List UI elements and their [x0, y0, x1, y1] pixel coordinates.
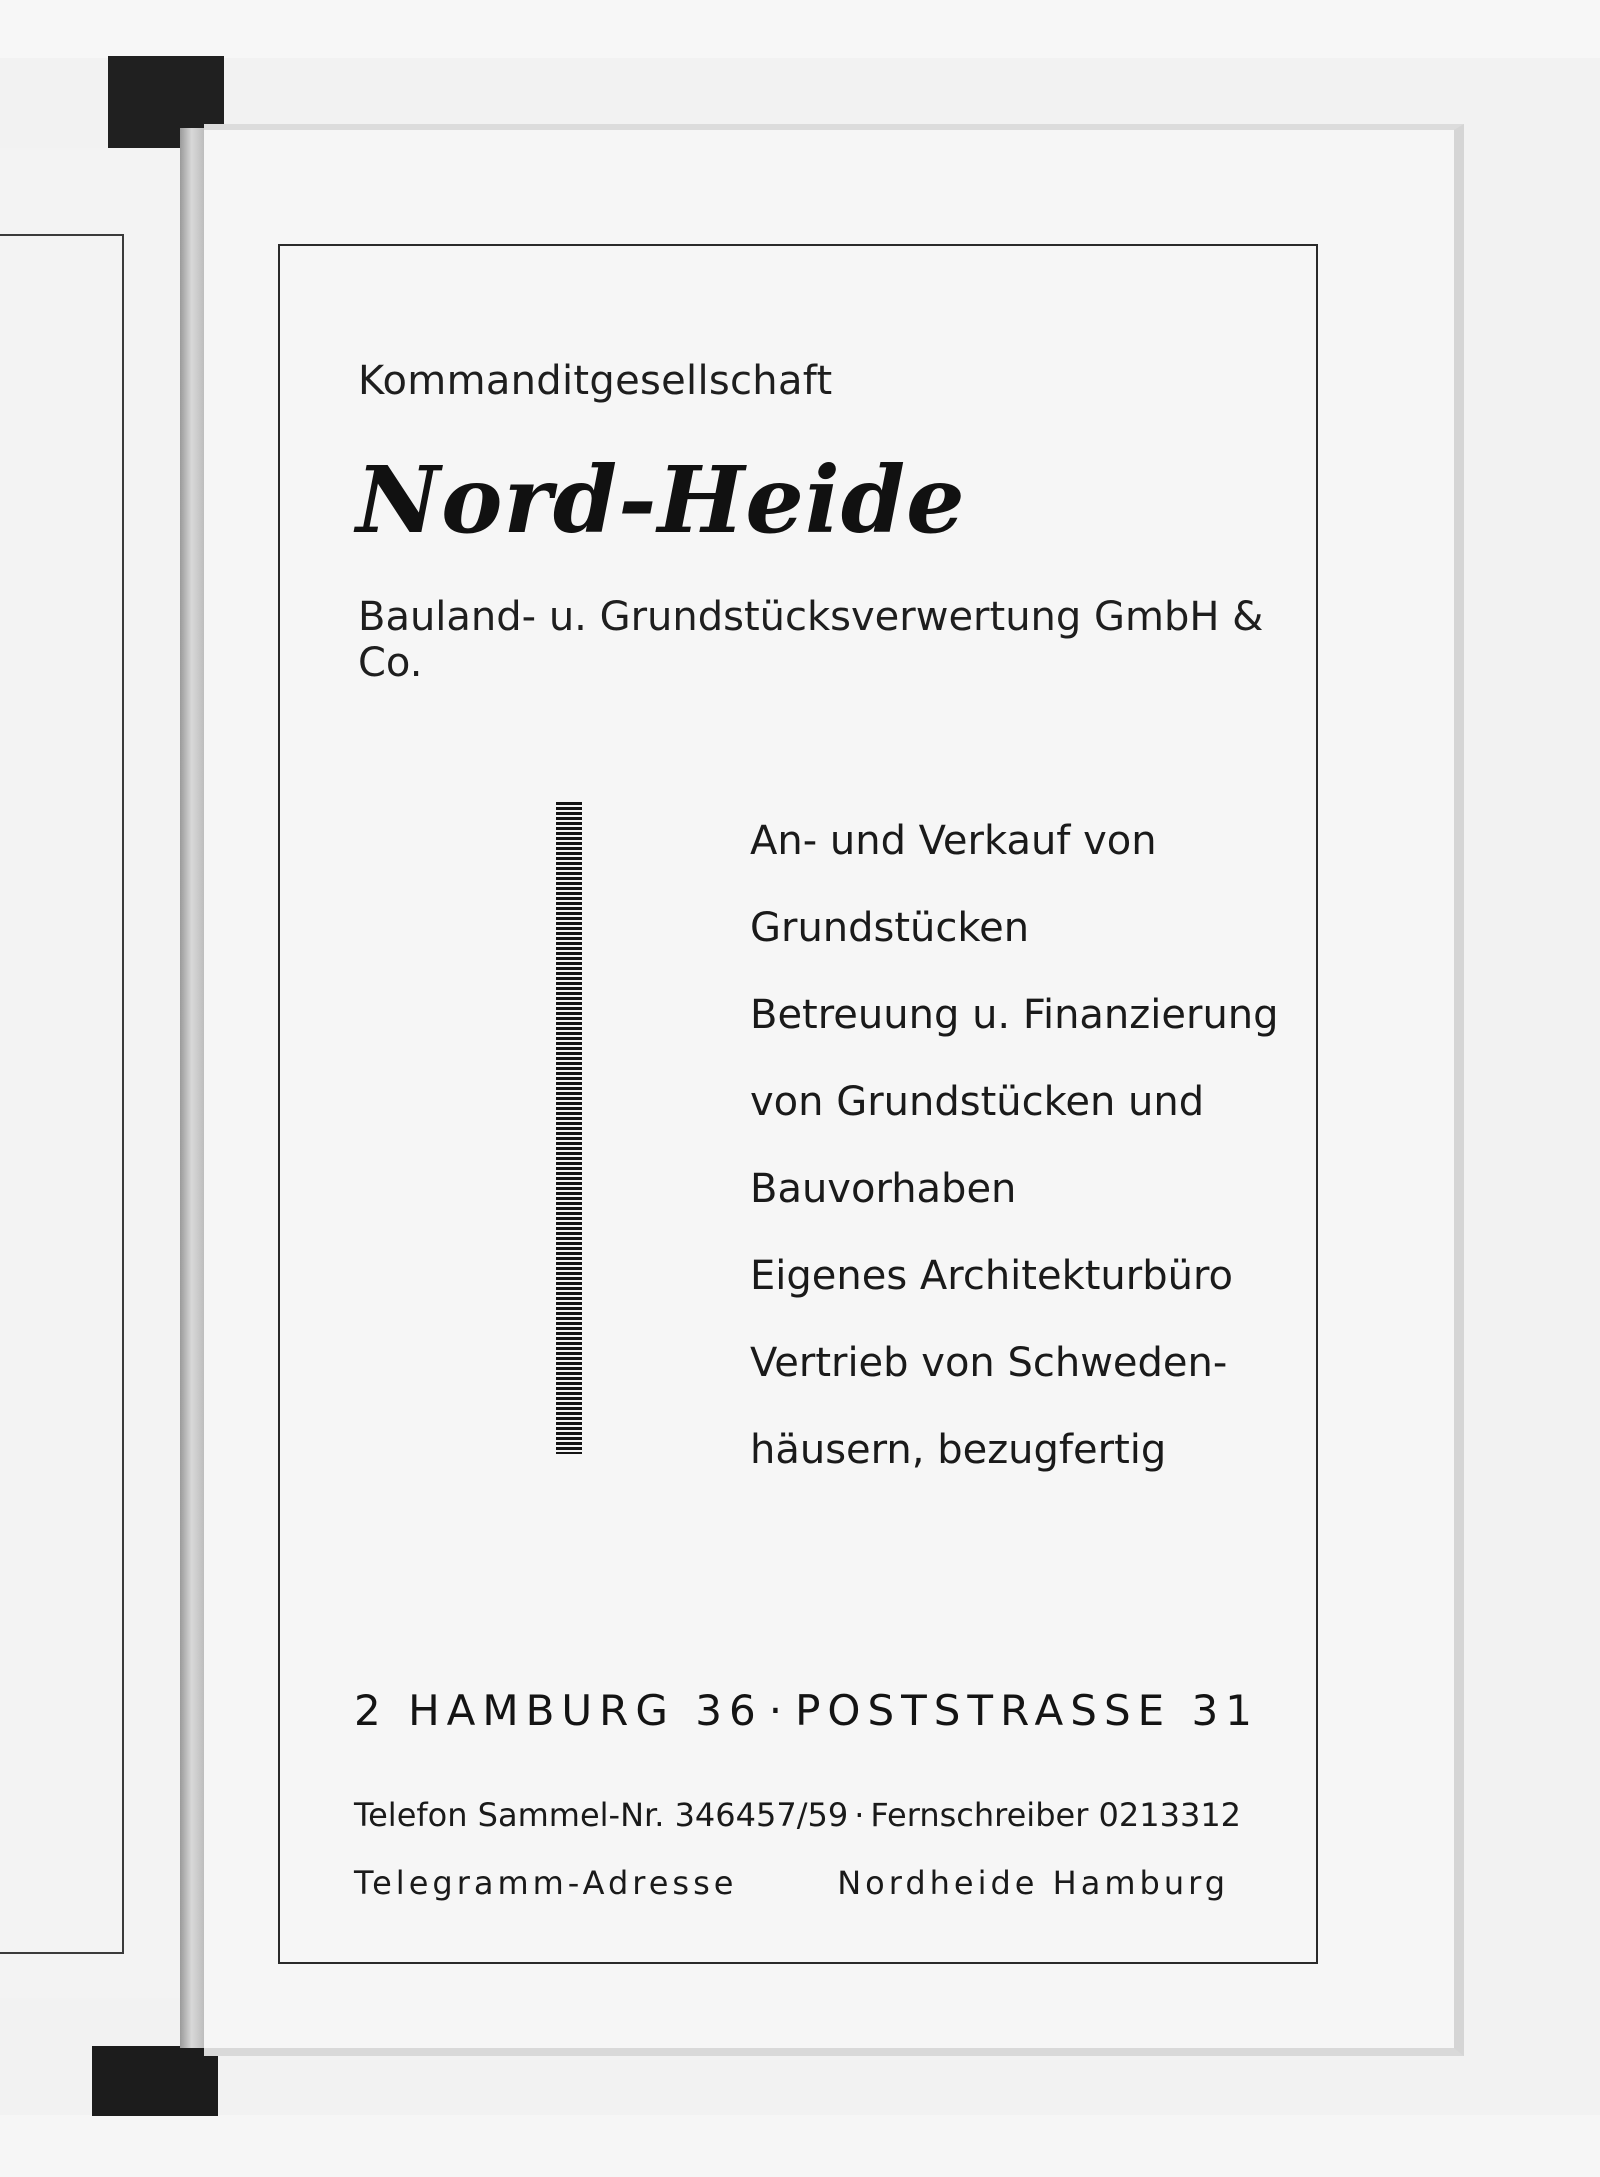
- service-line: An- und Verkauf von: [750, 818, 1157, 864]
- services-list: [750, 798, 1279, 1494]
- company-name-logo: Nord-Heide: [356, 446, 966, 554]
- left-page-frame: [0, 234, 124, 1954]
- right-page: [204, 124, 1464, 2056]
- phone-number: Telefon Sammel-Nr. 346457/59: [354, 1796, 849, 1834]
- telex-number: Fernschreiber 0213312: [870, 1796, 1242, 1834]
- postal-address: [354, 1686, 1259, 1735]
- address-separator: ·: [768, 1686, 790, 1735]
- scan-top-margin: [0, 0, 1600, 58]
- scan-bottom-margin: [0, 2115, 1600, 2177]
- telegram-address: Nordheide Hamburg: [837, 1864, 1229, 1902]
- service-line: Betreuung u. Finanzierung: [750, 992, 1279, 1038]
- service-line: Grundstücken: [750, 905, 1030, 951]
- address-city: 2 HAMBURG 36: [354, 1686, 763, 1735]
- company-subtitle: Bauland- u. Grundstücksverwertung GmbH & Co.: [358, 594, 1264, 686]
- contact-telegram: [354, 1864, 1229, 1902]
- service-line: Eigenes Architekturbüro: [750, 1253, 1234, 1299]
- advertisement-frame: [278, 244, 1318, 1964]
- service-line: Vertrieb von Schweden-: [750, 1340, 1228, 1386]
- contact-phone-telex: [354, 1796, 1242, 1834]
- striped-bar-decoration: [556, 802, 582, 1454]
- telegram-label: Telegramm-Adresse: [354, 1864, 738, 1902]
- book-spine: [180, 128, 206, 2048]
- bookmark-ribbon-bottom: [92, 2046, 218, 2116]
- service-line: Bauvorhaben: [750, 1166, 1017, 1212]
- address-street: POSTSTRASSE 31: [795, 1686, 1259, 1735]
- service-line: von Grundstücken und: [750, 1079, 1205, 1125]
- service-line: häusern, bezugfertig: [750, 1427, 1167, 1473]
- contact-separator: ·: [854, 1796, 865, 1834]
- left-page: [0, 148, 188, 1998]
- company-type: Kommanditgesellschaft: [358, 358, 833, 404]
